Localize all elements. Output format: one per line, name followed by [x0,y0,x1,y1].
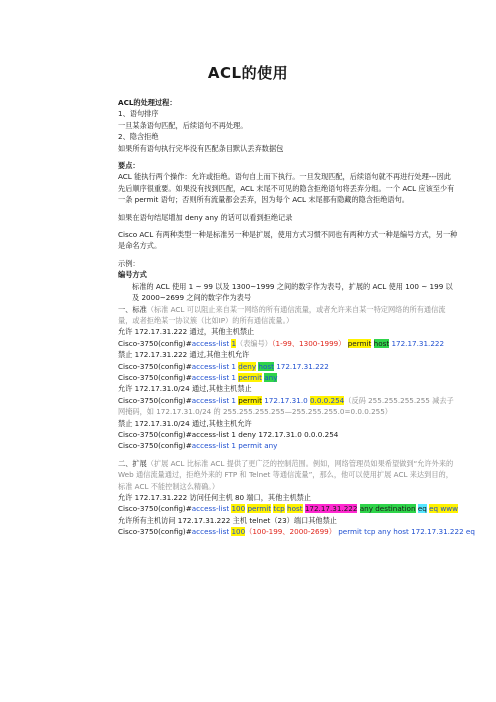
page-title: ACL的使用 [207,64,289,82]
any-keyword: any [264,372,278,382]
operator-highlight: eq [417,504,427,514]
command-prompt: Cisco-3750(config)# [118,441,192,451]
table-number: 1 [231,338,237,348]
permit-keyword: permit [247,504,272,514]
host-keyword: host [287,504,303,514]
command-line [118,526,475,537]
source-highlight: 172.17.31.222 [304,504,358,514]
deny-note: 如果在语句结尾增加 deny any 的话可以看到拒绝记录 [118,212,293,222]
wildcard-mask: 0.0.0.254 [309,395,345,405]
ip-address: 172.17.31.0 [264,395,308,405]
rule-description: 禁止 172.17.31.222 通过,其他主机允许 [118,350,250,360]
permit-keyword: permit [238,372,262,382]
command-keyword: access-list [191,504,230,514]
permit-keyword: permit [347,338,372,348]
command-line [118,395,458,418]
table-number: 100 [231,527,246,537]
number-note: （表编号） [236,338,272,348]
rule-description: 允许所有主机访问 172.17.31.222 主机 telnet（23）端口其他禁止 [118,515,337,525]
command-keyword: access-list [191,338,230,348]
wildcard-note: （反码 255.255.255.255 减去子网掩码，如 172.17.31.0/24 的 255.255.255.255—255.255.255.0=0.0.0.255） [118,395,454,417]
command-prompt: Cisco-3750(config)# [118,527,192,537]
number-range: （1-99、1300-1999） [271,338,346,348]
key-heading: 要点： [118,161,140,171]
command-line [118,440,458,451]
command-prompt: Cisco-3750(config)# [118,338,192,348]
command-line [118,338,458,349]
command-keyword: access-list [191,527,230,537]
rule-description: 禁止 172.17.31.0/24 通过,其他主机允许 [118,418,252,428]
number-range: （100-199、2000-2699） [245,527,336,537]
example-label: 示例： [118,258,140,268]
paragraph: 一旦某条语句匹配，后续语句不再处理。 [118,120,248,130]
command-prompt: Cisco-3750(config)# [118,361,192,371]
extended-label: 二、扩展 [118,458,147,468]
protocol-keyword: tcp [273,504,285,514]
standard-section [118,304,458,327]
rule-description: 允许 172.17.31.222 通过，其他主机禁止 [118,327,255,337]
paragraph: 如果所有语句执行完毕没有匹配条目默认丢弃数据包 [118,143,284,153]
deny-keyword: deny [238,361,257,371]
numbering-paragraph: 标准的 ACL 使用 1 ~ 99 以及 1300~1999 之间的数字作为表号，扩展的 ACL 使用 100 ~ 199 以及 2000~2699 之间的数字作为表号 [132,281,453,303]
command-line: Cisco-3750(config)#access-list 1 deny 172.17.31.0 0.0.0.254 [118,429,339,439]
command-prompt: Cisco-3750(config)# [118,395,192,405]
port-keyword: eq www [429,504,458,514]
ip-address: 172.17.31.222 [391,338,445,348]
standard-description: （标准 ACL 可以阻止来自某一网络的所有通信流量，或者允许来自某一特定网络的所有通信流量，或者拒绝某一协议簇（比如IP）的所有通信流量。） [118,304,446,325]
command-keyword: access-list 1 [191,372,236,382]
numbering-heading: 编号方式 [118,270,147,280]
host-keyword: host [258,361,274,371]
standard-label: 一、标准 [118,304,147,314]
command-keyword: access-list 1 [191,395,236,405]
ip-address: 172.17.31.222 [276,361,329,371]
rule-description: 允许 172.17.31.0/24 通过,其他主机禁止 [118,384,252,394]
rule-description: 允许 172.17.31.222 访问任何主机 80 端口，其他主机禁止 [118,493,312,502]
destination-highlight: any destination [359,504,416,514]
paragraph: 2、隐含拒绝 [118,132,159,142]
process-heading: ACL的处理过程： [118,98,177,107]
command-prompt: Cisco-3750(config)# [118,504,192,514]
command-rest: permit tcp any host 172.17.31.222 eq [338,527,475,537]
extended-description: （扩展 ACL 比标准 ACL 提供了更广泛的控制范围。例如，网络管理员如果希望做到“允许外来的 Web 通信流量通过，拒绝外来的 FTP 和 Telnet 等通信流量”，那么，他可以使用扩展 ACL 来达到目的，标准 ACL 不能控制这么精确。） [118,458,454,491]
command-line [118,503,458,514]
paragraph: 1、语句排序 [118,109,159,119]
command-prompt: Cisco-3750(config)# [118,372,192,382]
host-keyword: host [373,338,390,348]
extended-section [118,458,458,492]
table-number: 100 [231,504,246,514]
command-keyword: access-list 1 permit any [191,441,278,451]
key-paragraph: ACL 能执行两个操作：允许或拒绝。语句自上而下执行。一旦发现匹配，后续语句就不再进行处理---因此先后顺序很重要。如果没有找到匹配，ACL 末尾不可见的隐含拒绝语句将丢弃分组。一个 ACL 应该至少有一条 permit 语句；否则所有流量都会丢弃，因为每个 ACL 末尾都有隐藏的隐含拒绝语句。 [118,172,455,205]
command-line [118,361,458,372]
permit-keyword: permit [238,395,262,405]
command-keyword: access-list 1 [191,361,236,371]
command-line [118,372,458,383]
cisco-note: Cisco ACL 有两种类型一种是标准另一种是扩展，使用方式习惯不同也有两种方式一种是编号方式，另一种是命名方式。 [118,230,458,251]
